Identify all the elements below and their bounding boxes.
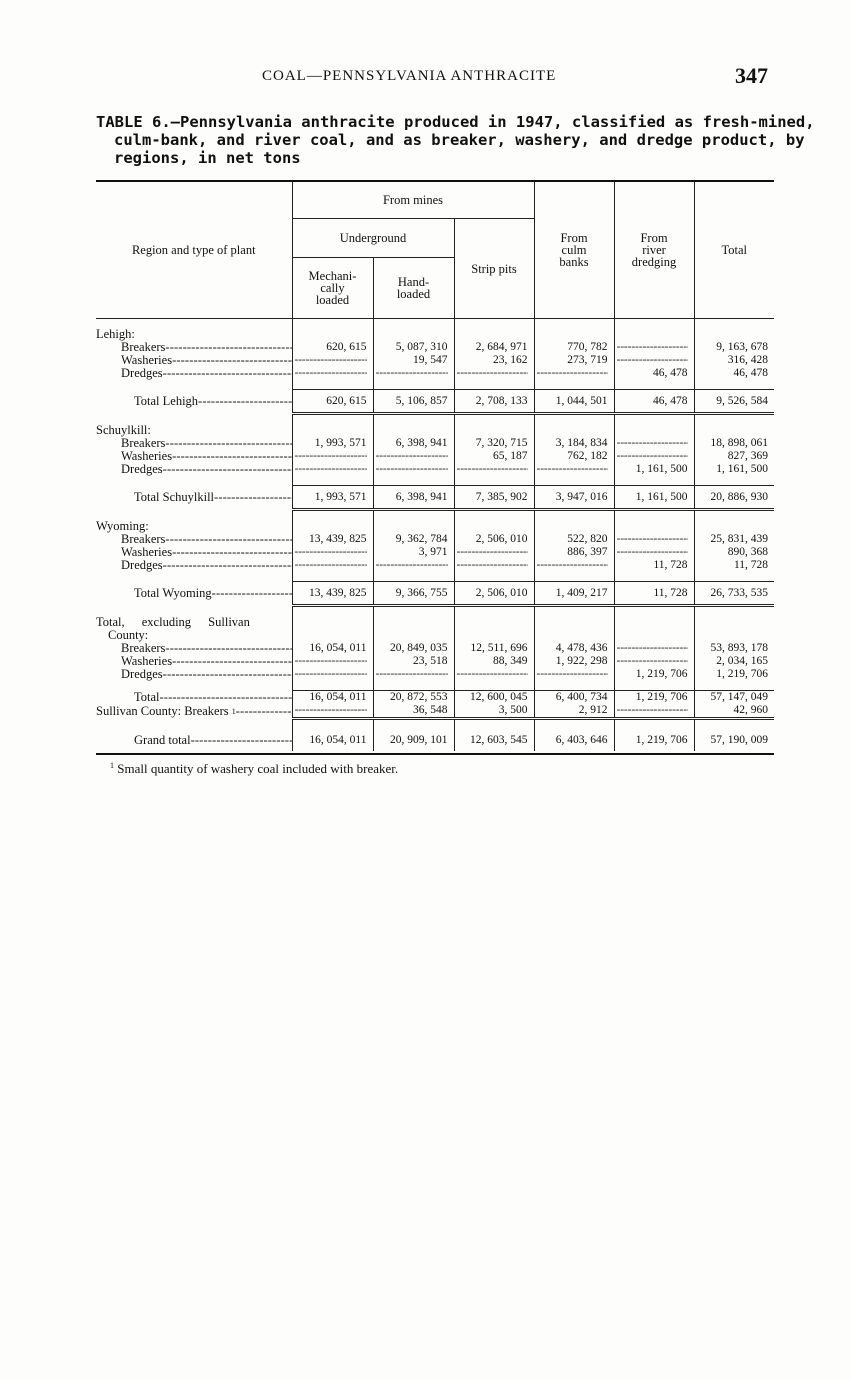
cell: 25, 831, 439 [694, 533, 774, 546]
header-culm-text: From culm banks [559, 231, 589, 269]
cell: 20, 849, 035 [373, 642, 454, 655]
cell: 1, 219, 706 [614, 729, 694, 751]
header-from-mines: From mines [292, 181, 534, 219]
row-label: Dredges [121, 667, 163, 681]
table-row [96, 546, 774, 559]
header-hand-loaded [373, 258, 454, 319]
cell: 46, 478 [614, 367, 694, 380]
table-row [96, 559, 774, 572]
cell: 890, 368 [694, 546, 774, 559]
row-label: Breakers [121, 340, 166, 354]
cell: 3, 500 [454, 704, 534, 719]
table-row [96, 463, 774, 476]
cell: 5, 087, 310 [373, 341, 454, 354]
header-region: Region and type of plant [131, 243, 256, 257]
cell: 20, 909, 101 [373, 729, 454, 751]
cell: 46, 478 [614, 390, 694, 414]
cell: 6, 400, 734 [534, 691, 614, 705]
cell: 19, 547 [373, 354, 454, 367]
table-row [96, 729, 774, 751]
cell: 20, 872, 553 [373, 691, 454, 705]
cell: 11, 728 [614, 582, 694, 606]
cell: 6, 398, 941 [373, 437, 454, 450]
caption-line-2: culm-bank, and river coal, and as breaker, washery, and dredge product, by [114, 131, 805, 149]
cell: 1, 219, 706 [614, 668, 694, 681]
row-label: Dredges [121, 462, 163, 476]
cell: 13, 439, 825 [292, 533, 373, 546]
cell: 11, 728 [614, 559, 694, 572]
table-row [96, 616, 774, 629]
footnote-mark: 1 [231, 706, 236, 716]
row-label: Breakers [121, 436, 166, 450]
row-label: Dredges [121, 558, 163, 572]
row-label: Breakers [121, 532, 166, 546]
cell: 9, 362, 784 [373, 533, 454, 546]
cell: 88, 349 [454, 655, 534, 668]
table-row [96, 486, 774, 510]
cell: 620, 615 [292, 390, 373, 414]
cell: 9, 526, 584 [694, 390, 774, 414]
table-caption [96, 113, 815, 167]
cell: 12, 603, 545 [454, 729, 534, 751]
header-strip-pits: Strip pits [454, 219, 534, 319]
header-mechanically-loaded [292, 258, 373, 319]
row-label: Washeries [121, 353, 173, 367]
cell: 1, 409, 217 [534, 582, 614, 606]
header-river-dredging [614, 181, 694, 319]
cell: 2, 708, 133 [454, 390, 534, 414]
cell: 762, 182 [534, 450, 614, 463]
cell: 13, 439, 825 [292, 582, 373, 606]
region-label: County: [108, 628, 149, 642]
row-label: Dredges [121, 366, 163, 380]
region-label: Lehigh: [96, 327, 135, 341]
cell: 1, 219, 706 [614, 691, 694, 705]
table-row [96, 704, 774, 719]
cell: 316, 428 [694, 354, 774, 367]
cell: 9, 163, 678 [694, 341, 774, 354]
cell: 1, 161, 500 [694, 463, 774, 476]
header-total: Total [694, 181, 774, 319]
header-culm-banks [534, 181, 614, 319]
cell: 23, 162 [454, 354, 534, 367]
cell: 522, 820 [534, 533, 614, 546]
cell: 1, 993, 571 [292, 437, 373, 450]
cell: 57, 147, 049 [694, 691, 774, 705]
cell: 11, 728 [694, 559, 774, 572]
cell: 4, 478, 436 [534, 642, 614, 655]
row-label: Breakers [121, 641, 166, 655]
running-head: COAL—PENNSYLVANIA ANTHRACITE [262, 68, 557, 84]
row-label: Washeries [121, 545, 173, 559]
cell: 26, 733, 535 [694, 582, 774, 606]
cell: 9, 366, 755 [373, 582, 454, 606]
cell: 886, 397 [534, 546, 614, 559]
row-label: Washeries [121, 654, 173, 668]
region-label: Total, excluding Sullivan [96, 615, 250, 629]
cell: 18, 898, 061 [694, 437, 774, 450]
table-row [96, 642, 774, 655]
table-row [96, 450, 774, 463]
table-row [96, 354, 774, 367]
row-label: Sullivan County: Breakers [96, 703, 229, 718]
cell: 3, 947, 016 [534, 486, 614, 510]
table-row [96, 390, 774, 414]
cell: 2, 506, 010 [454, 582, 534, 606]
row-label: Total Schuylkill [134, 490, 215, 504]
cell: 1, 161, 500 [614, 486, 694, 510]
table-row [96, 367, 774, 380]
row-label: Total Wyoming [134, 586, 212, 600]
cell: 6, 398, 941 [373, 486, 454, 510]
table-row [96, 668, 774, 681]
table-row [96, 437, 774, 450]
cell: 46, 478 [694, 367, 774, 380]
header-hand-text: Hand-loaded [396, 275, 431, 301]
cell: 7, 385, 902 [454, 486, 534, 510]
cell: 23, 518 [373, 655, 454, 668]
cell: 2, 506, 010 [454, 533, 534, 546]
cell: 7, 320, 715 [454, 437, 534, 450]
cell: 42, 960 [694, 704, 774, 719]
table-row [96, 341, 774, 354]
cell: 2, 034, 165 [694, 655, 774, 668]
caption-line-3: regions, in net tons [114, 149, 301, 167]
cell: 3, 184, 834 [534, 437, 614, 450]
cell: 57, 190, 009 [694, 729, 774, 751]
cell: 1, 161, 500 [614, 463, 694, 476]
row-label: Washeries [121, 449, 173, 463]
caption-line-1: TABLE 6.—Pennsylvania anthracite produced in 1947, classified as fresh-mined, [96, 113, 815, 131]
header-mech-text: Mechani-cally loaded [308, 269, 357, 307]
table-row [96, 533, 774, 546]
cell: 6, 403, 646 [534, 729, 614, 751]
cell: 1, 219, 706 [694, 668, 774, 681]
table-row [96, 424, 774, 437]
cell: 65, 187 [454, 450, 534, 463]
cell: 16, 054, 011 [292, 642, 373, 655]
table-row [96, 328, 774, 341]
cell: 12, 511, 696 [454, 642, 534, 655]
cell: 16, 054, 011 [292, 729, 373, 751]
region-label: Wyoming: [96, 519, 149, 533]
cell: 620, 615 [292, 341, 373, 354]
table-row [96, 520, 774, 533]
table-row [96, 582, 774, 606]
footnote [110, 761, 398, 777]
cell: 1, 922, 298 [534, 655, 614, 668]
cell: 53, 893, 178 [694, 642, 774, 655]
table-bottom-rule [96, 753, 774, 755]
cell: 3, 971 [373, 546, 454, 559]
region-label: Schuylkill: [96, 423, 151, 437]
cell: 5, 106, 857 [373, 390, 454, 414]
cell: 12, 600, 045 [454, 691, 534, 705]
cell: 1, 993, 571 [292, 486, 373, 510]
cell: 1, 044, 501 [534, 390, 614, 414]
header-river-text: From river dredging [631, 231, 677, 269]
row-label: Total Lehigh [134, 394, 199, 408]
table-row [96, 629, 774, 642]
cell: 770, 782 [534, 341, 614, 354]
footnote-number: 1 [110, 761, 114, 770]
anthracite-table [96, 180, 774, 751]
cell: 273, 719 [534, 354, 614, 367]
row-label: Total [134, 689, 160, 704]
cell: 20, 886, 930 [694, 486, 774, 510]
cell: 827, 369 [694, 450, 774, 463]
row-label: Grand total [134, 732, 191, 747]
cell: 36, 548 [373, 704, 454, 719]
header-underground: Underground [292, 219, 454, 258]
footnote-text: Small quantity of washery coal included with breaker. [117, 761, 399, 776]
cell: 2, 912 [534, 704, 614, 719]
cell: 16, 054, 011 [292, 691, 373, 705]
table-row [96, 655, 774, 668]
cell: 2, 684, 971 [454, 341, 534, 354]
table-row [96, 691, 774, 705]
page-number: 347 [735, 63, 768, 88]
